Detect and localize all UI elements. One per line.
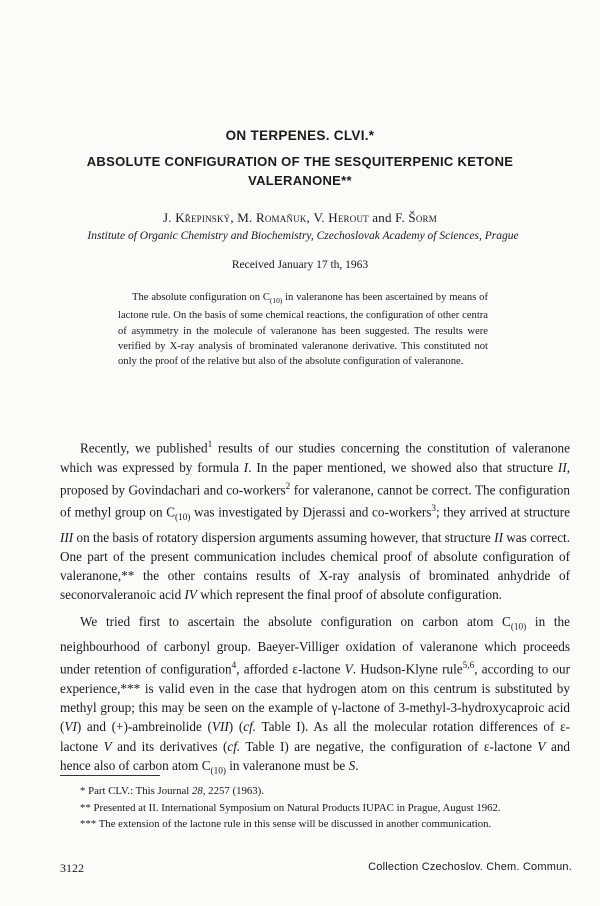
- text-run: on the basis of rotatory dispersion arguments assuming however, that structure: [73, 529, 495, 545]
- abstract: [118, 290, 488, 369]
- footnote-3: *** The extension of the lactone rule in this sense will be discussed in another communication.: [80, 818, 492, 830]
- affiliation: Institute of Organic Chemistry and Biochemistry, Czechoslovak Academy of Sciences, Prague: [87, 230, 519, 242]
- formula-ref: I: [243, 459, 249, 475]
- abstract-text: [118, 290, 488, 369]
- page-footer: [60, 861, 572, 876]
- author-conjunction: and: [372, 210, 392, 225]
- text-run: for valeranone, cannot be correct. The configuration of methyl group on C: [60, 482, 570, 520]
- author-2: M. Romaňuk,: [237, 210, 310, 225]
- footnote-2: ** Presented at II. International Symposium on Natural Products IUPAC in Prague, August 1962.: [80, 801, 501, 814]
- text-run: , proposed by Govindachari and co-workers: [60, 459, 571, 498]
- article-body: [60, 435, 570, 789]
- author-4: F. Šorm: [395, 210, 437, 225]
- text-run: was correct. One part of the present communication includes chemical proof of absolute configuration of valeranone,** the other contains results of X-ray analysis of brominated anhydride of seconorvaleranoic acid: [60, 529, 571, 603]
- received-date: Received January 17 th, 1963: [231, 259, 369, 271]
- formula-ref: VI: [64, 719, 77, 735]
- formula-ref: III: [60, 529, 74, 545]
- text-run: in valeranone must be: [225, 757, 349, 773]
- article-title: ABSOLUTE CONFIGURATION OF THE SESQUITERPENIC KETONE VALERANONE**: [86, 154, 514, 188]
- text-run: and hence also of carbon atom C: [60, 738, 571, 773]
- text-run: Table I) are negative, the configuration of ε-lactone: [240, 738, 538, 754]
- text-run: in the neighbourhood of carbonyl group. Baeyer-Villiger oxidation of valeranone which proceeds under retention of configuration: [60, 614, 570, 677]
- text-run: and its derivatives (: [111, 738, 228, 754]
- text-run: Table I). As all the molecular rotation differences of ε-lactone: [60, 719, 570, 754]
- text-run: .: [355, 757, 359, 773]
- formula-ref: V: [103, 738, 112, 754]
- formula-ref: V: [537, 738, 546, 754]
- footnote-rule: [60, 775, 160, 776]
- subscript: (10): [269, 296, 283, 306]
- page-number: 3122: [60, 861, 84, 875]
- text-run: results of our studies concerning the constitution of valeranone which was expressed by formula: [60, 440, 570, 475]
- citation-ref: 2: [285, 480, 291, 491]
- subscript: (10): [510, 622, 527, 633]
- citation-ref: 5,6: [462, 660, 475, 671]
- text-run: Recently, we published: [80, 440, 208, 456]
- cf-ref: cf.: [243, 719, 257, 735]
- text-run: ; they arrived at structure: [435, 504, 570, 520]
- author-list: [0, 210, 600, 226]
- citation-ref: 3: [431, 503, 436, 514]
- text-run: We tried first to ascertain the absolute configuration on carbon atom C: [80, 614, 511, 630]
- author-3: V. Herout: [313, 210, 369, 225]
- footnote-1: [60, 783, 572, 800]
- text-run: was investigated by Djerassi and co-workers: [190, 504, 432, 520]
- journal-name: Collection Czechoslov. Chem. Commun.: [368, 861, 572, 873]
- volume-number: 28: [191, 785, 203, 797]
- paragraph-2: [60, 612, 570, 780]
- formula-ref: V: [344, 661, 353, 677]
- formula-ref: S: [348, 757, 356, 773]
- citation-ref: 1: [207, 439, 213, 449]
- author-1: J. Křepinský,: [163, 210, 234, 225]
- text-run: * Part CLV.: This Journal: [80, 785, 192, 797]
- text-run: , 2257 (1963).: [202, 785, 264, 797]
- text-run: which represent the final proof of absolute configuration.: [196, 587, 502, 603]
- text-run: . In the paper mentioned, we showed also that structure: [248, 459, 558, 475]
- subscript: (10): [210, 765, 226, 776]
- abstract-part: in valeranone has been ascertained by means of lactone rule. On the basis of some chemical reactions, the configuration of other centra of asymmetry in the molecule of valeranone has been suggested. The results were verified by X-ray analysis of brominated valeranone derivative. This constituted not only the proof of the relative but also of the absolute configuration of valeranone.: [118, 292, 488, 367]
- series-title: ON TERPENES. CLVI.*: [225, 128, 375, 143]
- footnotes: [60, 783, 572, 833]
- paragraph-1: [60, 435, 570, 604]
- formula-ref: IV: [184, 587, 197, 603]
- text-run: . Hudson-Klyne rule: [352, 661, 463, 677]
- citation-ref: 4: [231, 660, 237, 671]
- text-run: ) and (+)-ambreinolide (: [76, 719, 212, 735]
- formula-ref: VII: [211, 719, 229, 735]
- formula-ref: II: [494, 529, 503, 545]
- text-run: ) (: [228, 719, 244, 735]
- text-run: , according to our experience,*** is valid even in the case that hydrogen atom on this centrum is substituted by methyl group; this may be seen on the example of γ-lactone of 3-methyl-3-hydroxycaproic acid (: [60, 661, 571, 735]
- abstract-part: The absolute configuration on C: [132, 292, 270, 303]
- formula-ref: II: [557, 459, 567, 475]
- cf-ref: cf.: [227, 738, 241, 754]
- text-run: , afforded ε-lactone: [236, 661, 345, 677]
- subscript: (10): [175, 512, 191, 523]
